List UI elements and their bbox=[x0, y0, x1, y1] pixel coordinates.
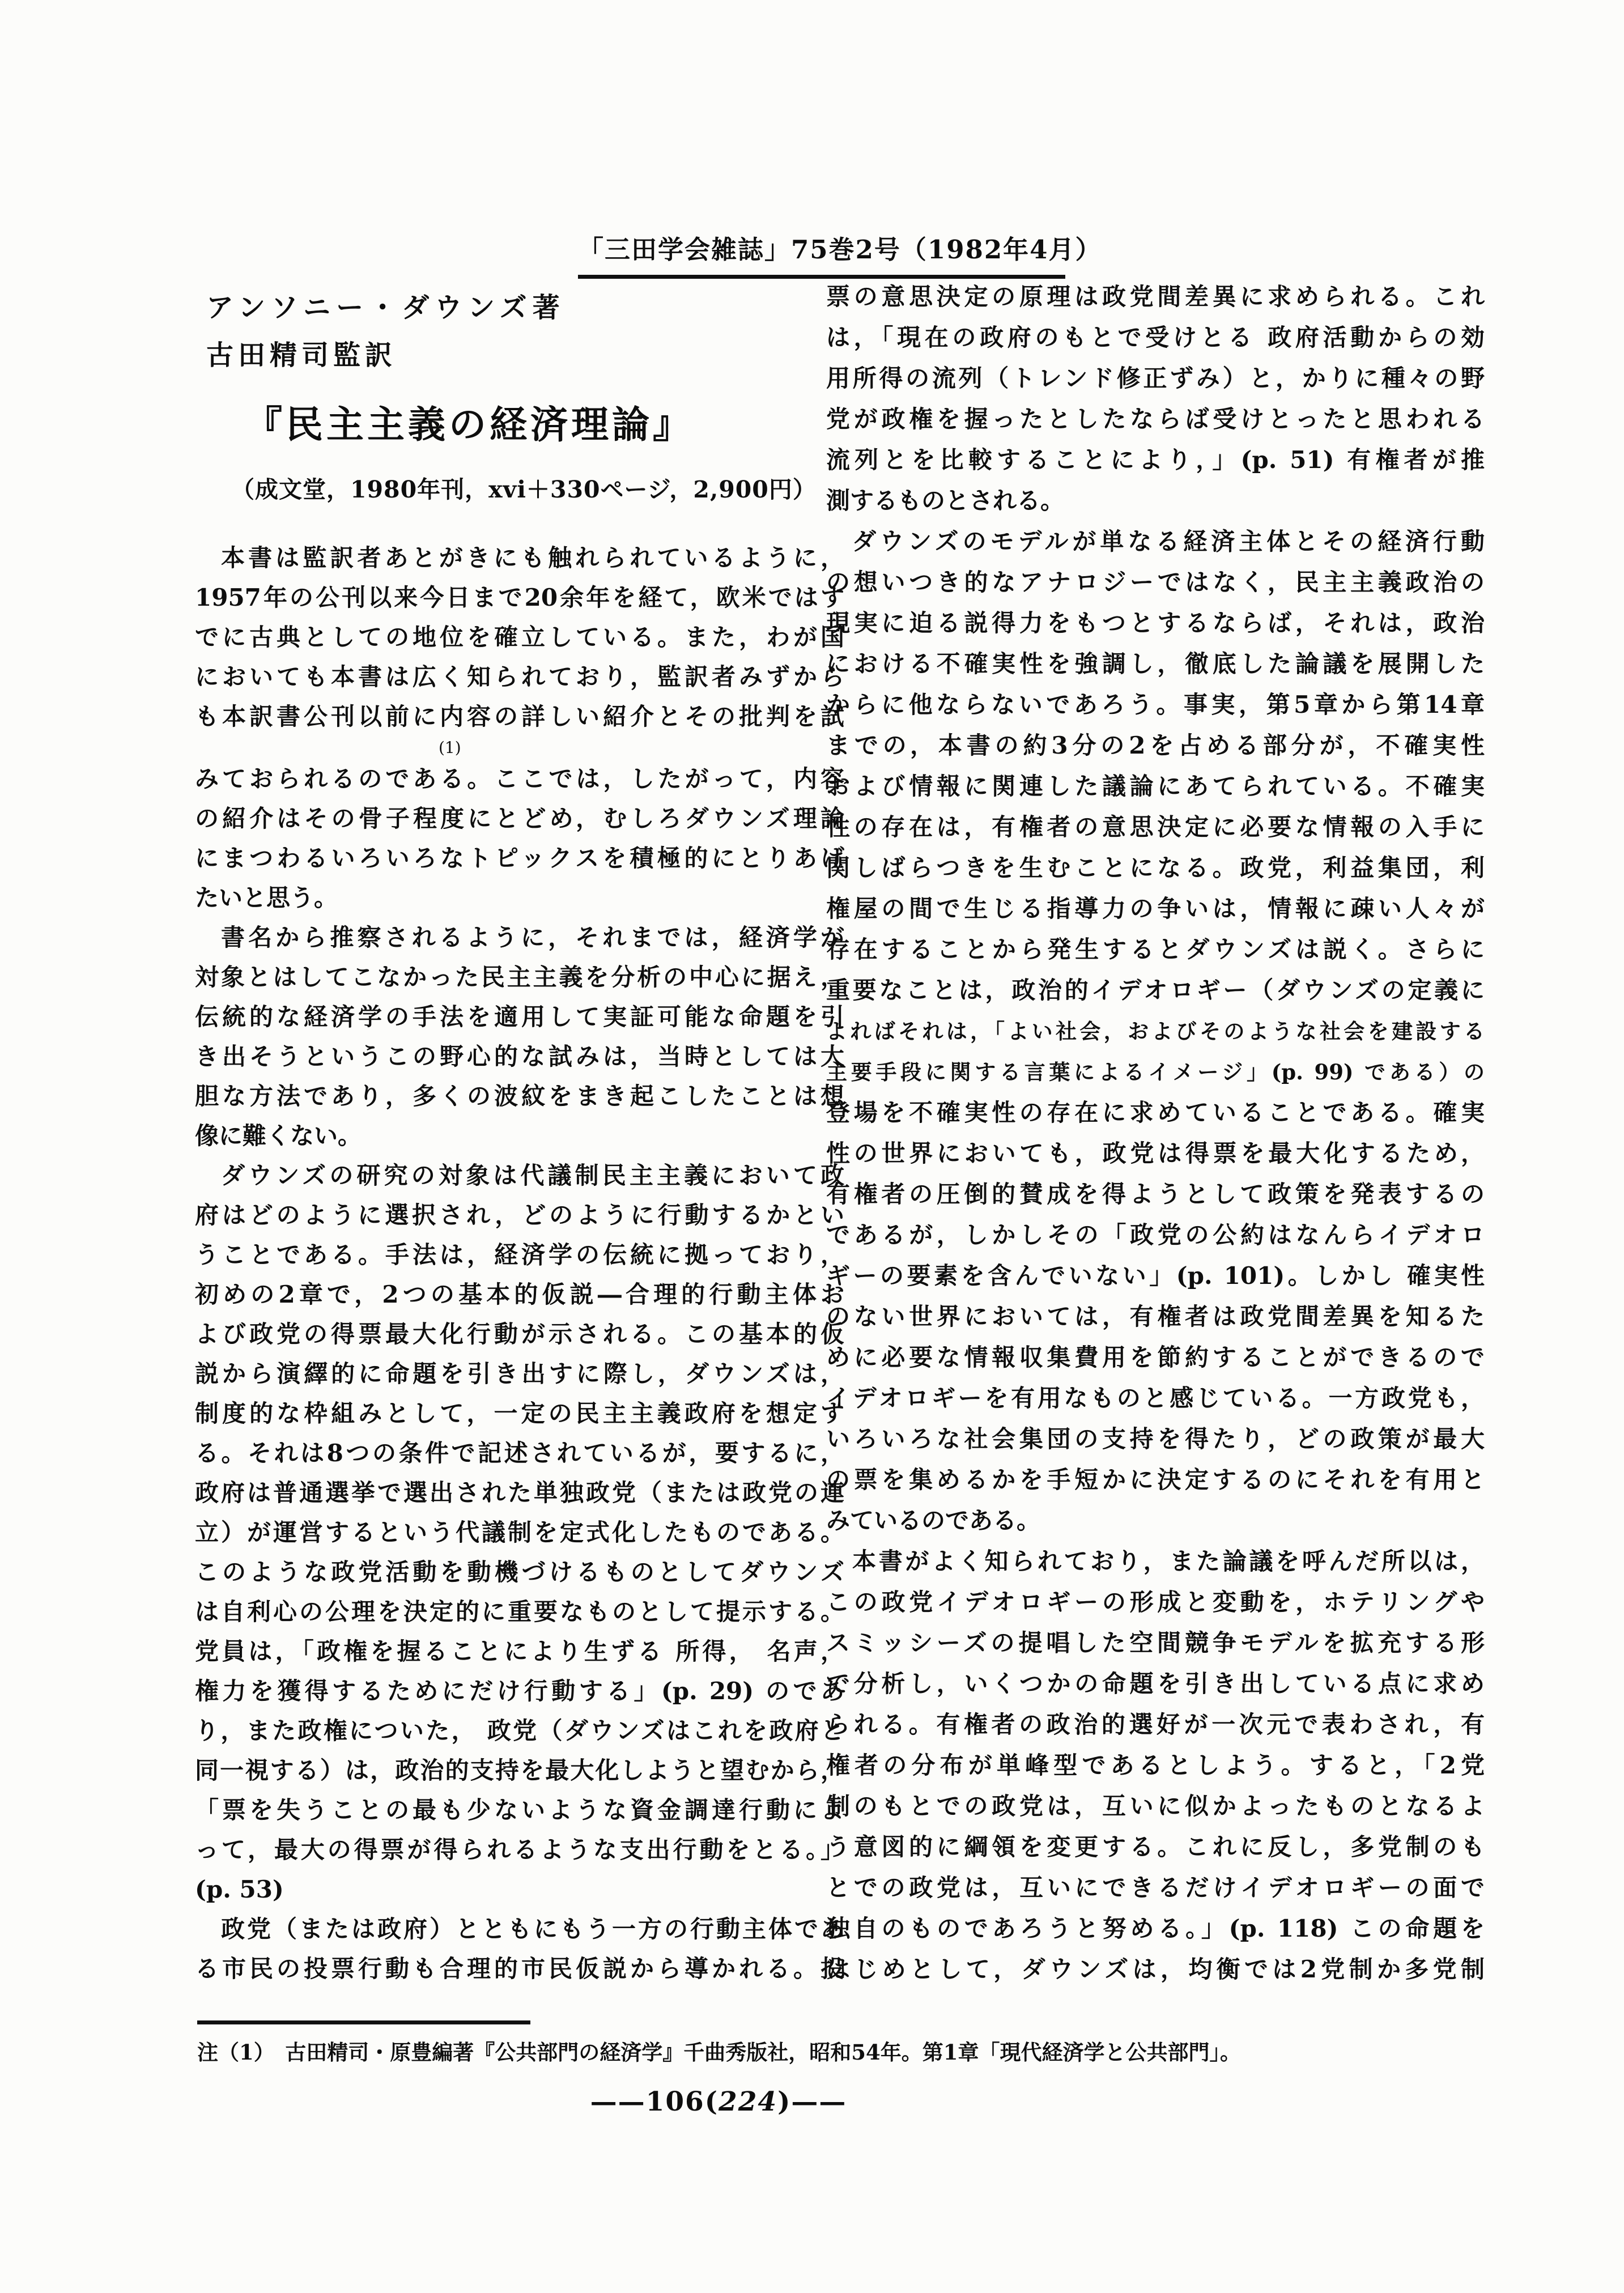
body-line: 府はどのように選択され，どのように行動するかとい bbox=[195, 1201, 844, 1229]
body-line: 像に難くない。 bbox=[195, 1122, 362, 1150]
body-line: 対象とはしてこなかった民主主義を分析の中心に据え， bbox=[195, 963, 844, 991]
body-line: にまつわるいろいろなトピックスを積極的にとりあげ bbox=[195, 844, 844, 872]
body-line: 同一視する）は，政治的支持を最大化しようと望むから， bbox=[195, 1756, 844, 1784]
body-line: うことである。手法は，経済学の伝統に拠っており， bbox=[195, 1241, 844, 1269]
body-line: 胆な方法であり，多くの波紋をまき起こしたことは想 bbox=[195, 1082, 844, 1110]
body-line: は，「現在の政府のもとで受けとる 政府活動からの効 bbox=[826, 324, 1485, 351]
footnote-text: 注（1） 古田精司・原豊編著『公共部門の経済学』千曲秀版社，昭和54年。第1章「現代経済学と公共部門」。 bbox=[197, 2040, 1241, 2065]
page-number-suffix: )—— bbox=[777, 2086, 847, 2117]
body-line: 測するものとされる。 bbox=[826, 487, 1065, 514]
body-line: 権屋の間で生じる指導力の争いは，情報に疎い人々が bbox=[826, 895, 1485, 922]
body-line: (p. 53) bbox=[195, 1875, 284, 1903]
body-line: および情報に関連した議論にあてられている。不確実 bbox=[826, 772, 1485, 800]
body-line: 登場を不確実性の存在に求めていることである。確実 bbox=[826, 1099, 1485, 1126]
body-line: 1957年の公刊以来今日まで20余年を経て，欧米ではす bbox=[195, 584, 844, 611]
page-number bbox=[532, 2086, 905, 2117]
body-line: 政府は普通選挙で選出された単独政党（または政党の連 bbox=[195, 1479, 844, 1507]
body-line: る。それは8つの条件で記述されているが，要するに， bbox=[195, 1439, 844, 1467]
body-line: 書名から推察されるように，それまでは，経済学が bbox=[221, 924, 844, 951]
body-line: 本書がよく知られており，また論議を呼んだ所以は， bbox=[852, 1547, 1485, 1575]
body-line: のない世界においては，有権者は政党間差異を知るた bbox=[826, 1303, 1485, 1330]
body-line: においても本書は広く知られており，監訳者みずから bbox=[195, 663, 844, 691]
body-line: 伝統的な経済学の手法を適用して実証可能な命題を引 bbox=[195, 1003, 844, 1031]
right-column-body bbox=[826, 276, 1485, 1990]
page-number-italic: 224 bbox=[719, 2086, 778, 2117]
body-line: みているのである。 bbox=[826, 1507, 1041, 1534]
body-line: う意図的に綱領を変更する。これに反し，多党制のも bbox=[826, 1833, 1485, 1861]
body-line: は自利心の公理を決定的に重要なものとして提示する。 bbox=[195, 1598, 844, 1626]
body-line: 政党（または政府）とともにもう一方の行動主体であ bbox=[221, 1915, 844, 1943]
body-line: この政党イデオロギーの形成と変動を，ホテリングや bbox=[826, 1588, 1485, 1616]
body-line: り，また政権についた， 政党（ダウンズはこれを政府と bbox=[195, 1717, 844, 1745]
body-line: 関しばらつきを生むことになる。政党，利益集団，利 bbox=[826, 854, 1485, 882]
body-line: の想いつき的なアナロジーではなく，民主主義政治の bbox=[826, 568, 1485, 596]
body-line: であるが，しかしその「政党の公約はなんらイデオロ bbox=[826, 1221, 1485, 1249]
author-line: アンソニー・ダウンズ著 bbox=[206, 292, 566, 324]
body-line: までの，本書の約3分の2を占める部分が，不確実性 bbox=[826, 731, 1485, 759]
body-line: 初めの2章で，2つの基本的仮説―合理的行動主体お bbox=[195, 1280, 844, 1308]
body-line: 主要手段に関する言葉によるイメージ」(p. 99) である）の bbox=[826, 1060, 1485, 1084]
body-line: スミッシーズの提唱した空間競争モデルを拡充する形 bbox=[826, 1629, 1485, 1657]
left-column-body bbox=[195, 538, 844, 1989]
body-line: めに必要な情報収集費用を節約することができるので bbox=[826, 1343, 1485, 1371]
body-line: 現実に迫る説得力をもつとするならば，それは，政治 bbox=[826, 609, 1485, 637]
body-line: ダウンズのモデルが単なる経済主体とその経済行動 bbox=[852, 527, 1485, 555]
body-line: における不確実性を強調し，徹底した論議を展開した bbox=[826, 650, 1485, 678]
body-line: たいと思う。 bbox=[195, 884, 338, 912]
body-line: みておられるのである。ここでは，したがって，内容 bbox=[195, 765, 844, 793]
publication-line: （成文堂，1980年刊，xvi＋330ページ，2,900円） bbox=[231, 476, 817, 503]
body-line: 党員は，「政権を握ることにより生ずる 所得， 名声， bbox=[195, 1637, 844, 1665]
body-line: 存在することから発生するとダウンズは説く。さらに bbox=[826, 935, 1485, 963]
body-line: 説から演繹的に命題を引き出すに際し，ダウンズは， bbox=[195, 1360, 844, 1388]
book-title: 『民主主義の経済理論』 bbox=[245, 402, 694, 446]
body-line: で分析し，いくつかの命題を引き出している点に求め bbox=[826, 1670, 1485, 1698]
journal-header: 「三田学会雑誌」75巻2号（1982年4月） bbox=[578, 229, 1065, 279]
body-line: ギーの要素を含んでいない」(p. 101)。しかし 確実性 bbox=[826, 1262, 1485, 1290]
left-column bbox=[195, 290, 844, 1989]
body-line: はじめとして，ダウンズは，均衡では2党制か多党制 bbox=[826, 1955, 1485, 1983]
body-line: 性の存在は，有権者の意思決定に必要な情報の入手に bbox=[826, 813, 1485, 841]
body-line: 党が政権を握ったとしたならば受けとったと思われる bbox=[826, 405, 1485, 433]
body-line: からに他ならないであろう。事実，第5章から第14章 bbox=[826, 691, 1485, 718]
body-line: 制度的な枠組みとして，一定の民主主義政府を想定す bbox=[195, 1399, 844, 1427]
body-line: 重要なことは，政治的イデオロギー（ダウンズの定義に bbox=[826, 976, 1485, 1004]
body-line: も本訳書公刊以前に内容の詳しい紹介とその批判を試 bbox=[195, 703, 844, 730]
body-line: 用所得の流列（トレンド修正ずみ）と，かりに種々の野 bbox=[826, 364, 1485, 392]
body-line: とでの政党は，互いにできるだけイデオロギーの面で bbox=[826, 1874, 1485, 1901]
body-line: 独自のものであろうと努める。」(p. 118) この命題を bbox=[826, 1915, 1485, 1942]
body-line: 権力を獲得するためにだけ行動する」(p. 29) のであ bbox=[195, 1677, 844, 1705]
body-line: よればそれは，「よい社会，およびそのような社会を建設する bbox=[826, 1019, 1485, 1044]
body-line: き出そうというこの野心的な試みは，当時としては大 bbox=[195, 1043, 844, 1070]
body-line: られる。有権者の政治的選好が一次元で表わされ，有 bbox=[826, 1711, 1485, 1738]
footnote-divider bbox=[197, 2020, 530, 2024]
body-line: 有権者の圧倒的賛成を得ようとして政策を発表するの bbox=[826, 1180, 1485, 1208]
right-column bbox=[826, 276, 1485, 1990]
body-line: 立）が運営するという代議制を定式化したものである。 bbox=[195, 1518, 844, 1546]
body-line: 票の意思決定の原理は政党間差異に求められる。これ bbox=[826, 283, 1485, 310]
body-line: の紹介はその骨子程度にとどめ，むしろダウンズ理論 bbox=[195, 805, 844, 832]
body-line: ダウンズの研究の対象は代議制民主主義において政 bbox=[221, 1162, 844, 1189]
body-line: 「票を失うことの最も少ないような資金調達行動によ bbox=[195, 1796, 844, 1824]
body-line: 制のもとでの政党は，互いに似かよったものとなるよ bbox=[826, 1792, 1485, 1820]
page-number-prefix: ——106( bbox=[590, 2086, 719, 2117]
body-line: 権者の分布が単峰型であるとしよう。すると，「2党 bbox=[826, 1751, 1485, 1779]
body-line: このような政党活動を動機づけるものとしてダウンズ bbox=[195, 1558, 844, 1586]
body-line: いろいろな社会集団の支持を得たり，どの政策が最大 bbox=[826, 1425, 1485, 1453]
body-line: イデオロギーを有用なものと感じている。一方政党も， bbox=[826, 1384, 1485, 1412]
body-line: 本書は監訳者あとがきにも触れられているように， bbox=[221, 544, 844, 572]
body-line: って，最大の得票が得られるような支出行動をとる。」 bbox=[195, 1836, 844, 1864]
translator-line: 古田精司監訳 bbox=[206, 339, 397, 371]
footnote-marker: (1) bbox=[439, 738, 461, 757]
body-line: 流列とを比較することにより，」(p. 51) 有権者が推 bbox=[826, 446, 1485, 474]
body-line: でに古典としての地位を確立している。また，わが国 bbox=[195, 623, 844, 651]
body-line: よび政党の得票最大化行動が示される。この基本的仮 bbox=[195, 1320, 844, 1348]
body-line: 性の世界においても，政党は得票を最大化するため， bbox=[826, 1139, 1485, 1167]
body-line: る市民の投票行動も合理的市民仮説から導かれる。投 bbox=[195, 1955, 844, 1983]
body-line: の票を集めるかを手短かに決定するのにそれを有用と bbox=[826, 1466, 1485, 1494]
